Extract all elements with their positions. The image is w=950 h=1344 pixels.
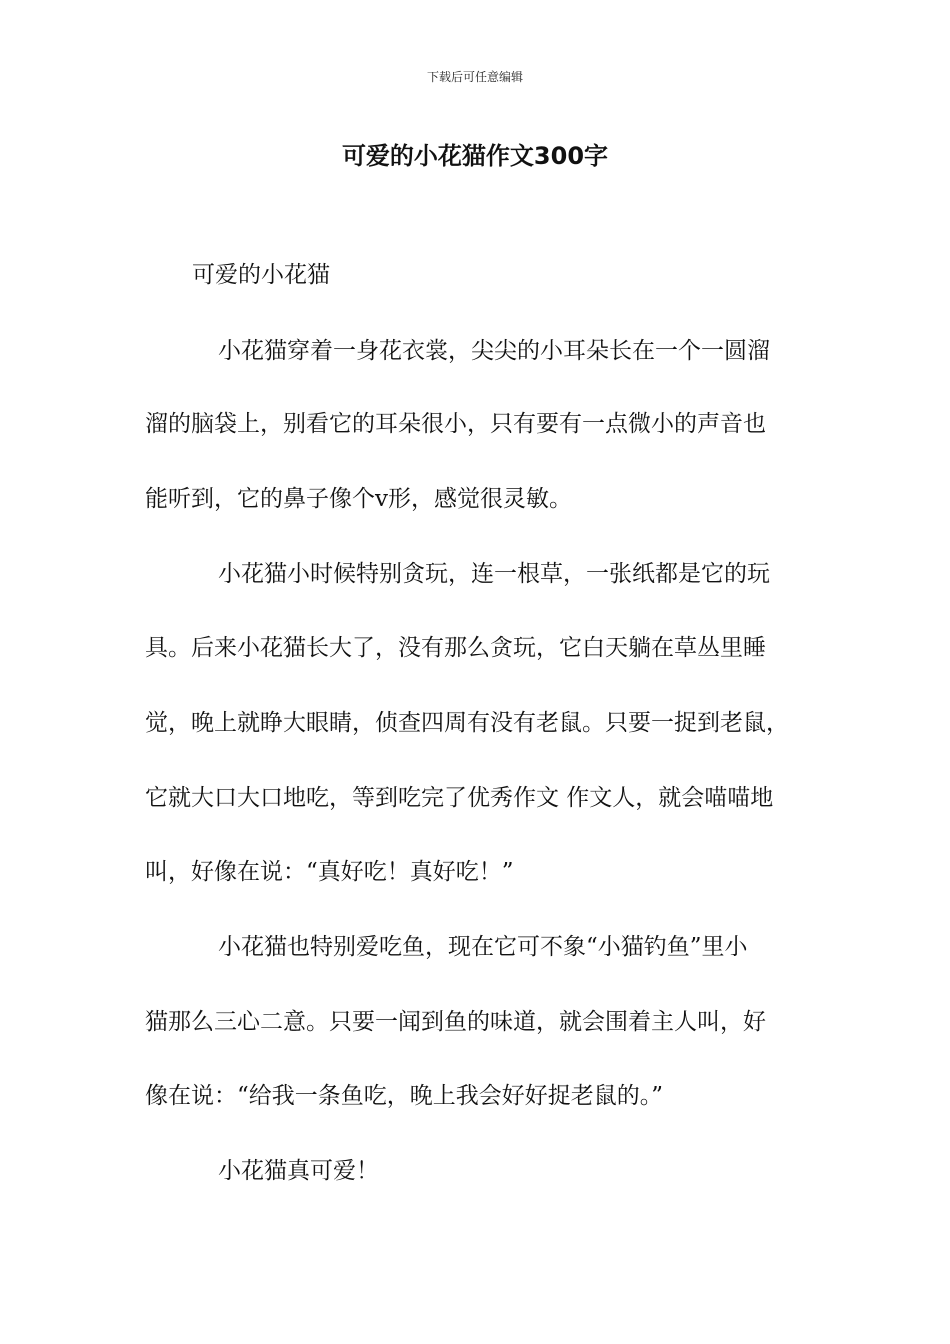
paragraph-line: 小花猫也特别爱吃鱼，现在它可不象“小猫钓鱼”里小 — [218, 934, 748, 960]
paragraph-line: 能听到，它的鼻子像个v形，感觉很灵敏。 — [145, 486, 572, 512]
paragraph-line: 小花猫穿着一身花衣裳，尖尖的小耳朵长在一个一圆溜 — [218, 338, 770, 364]
paragraph-line: 溜的脑袋上，别看它的耳朵很小，只有要有一点微小的声音也 — [145, 411, 766, 437]
essay-subtitle: 可爱的小花猫 — [192, 262, 330, 288]
paragraph-line: 具。后来小花猫长大了，没有那么贪玩，它白天躺在草丛里睡 — [145, 635, 766, 661]
paragraph-line: 小花猫真可爱！ — [218, 1158, 379, 1184]
header-note: 下载后可任意编辑 — [426, 70, 523, 84]
paragraph-line: 小花猫小时候特别贪玩，连一根草，一张纸都是它的玩 — [218, 561, 770, 587]
paragraph-line: 猫那么三心二意。只要一闻到鱼的味道，就会围着主人叫，好 — [145, 1009, 766, 1035]
paragraph-line: 它就大口大口地吃，等到吃完了优秀作文 作文人，就会喵喵地 — [145, 785, 774, 811]
document-title: 可爱的小花猫作文300字 — [341, 142, 609, 170]
paragraph-line: 觉，晚上就睁大眼睛，侦查四周有没有老鼠。只要一捉到老鼠， — [145, 710, 789, 736]
paragraph-line: 像在说：“给我一条鱼吃，晚上我会好好捉老鼠的。” — [145, 1083, 664, 1109]
paragraph-line: 叫，好像在说：“真好吃！真好吃！” — [145, 859, 514, 885]
